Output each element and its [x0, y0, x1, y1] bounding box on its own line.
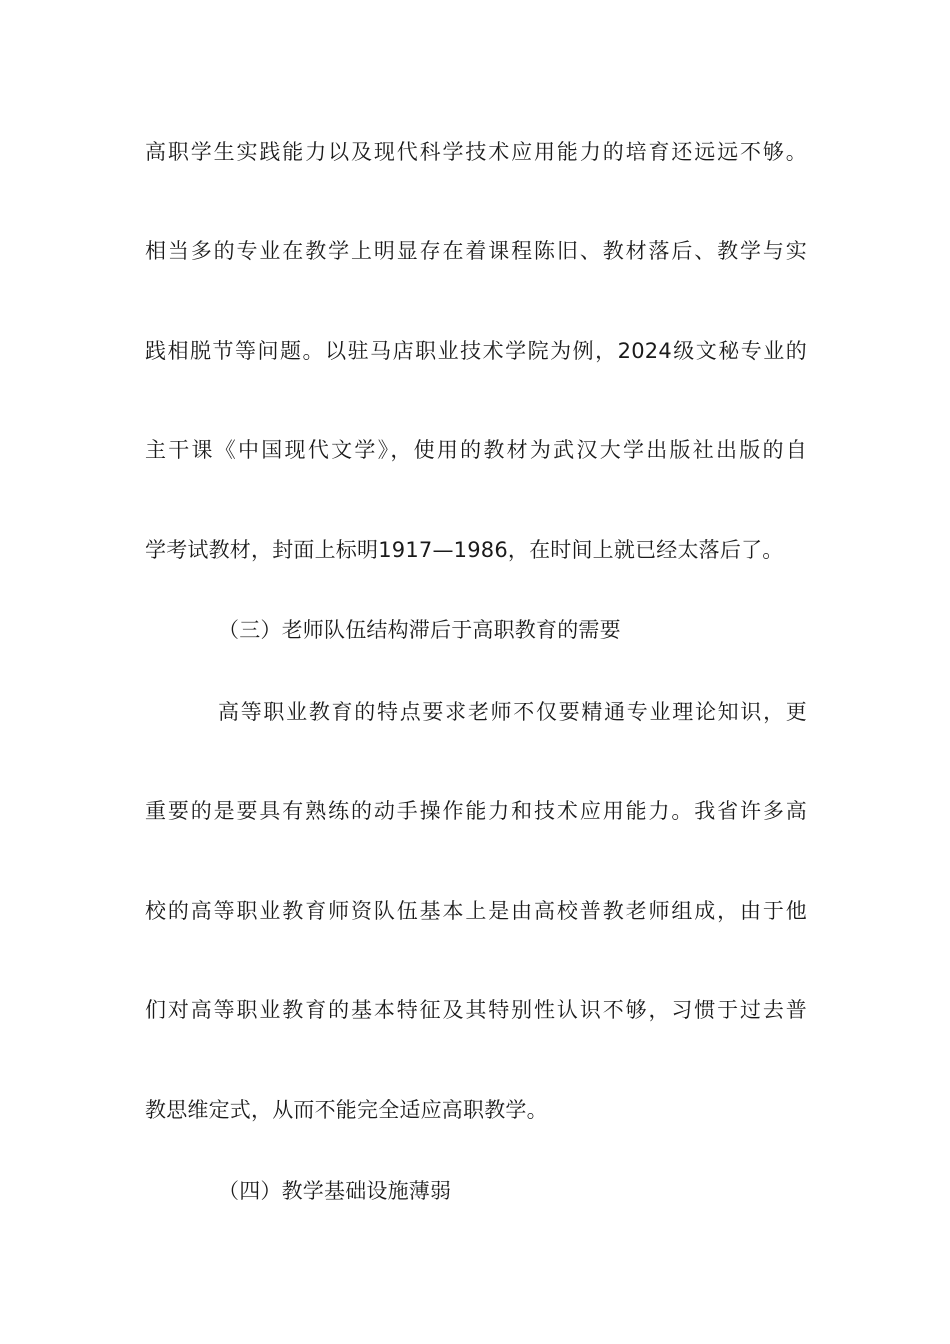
paragraph-line: 学考试教材，封面上标明1917—1986，在时间上就已经太落后了。 — [145, 538, 784, 562]
paragraph-line: 践相脱节等问题。以驻马店职业技术学院为例，2024级文秘专业的 — [145, 339, 807, 363]
section-heading-4: （四）教学基础设施薄弱 — [218, 1179, 452, 1203]
paragraph-line: 相当多的专业在教学上明显存在着课程陈旧、教材落后、教学与实 — [145, 239, 807, 263]
paragraph-line: 重要的是要具有熟练的动手操作能力和技术应用能力。我省许多高 — [145, 799, 807, 823]
paragraph-line: 高职学生实践能力以及现代科学技术应用能力的培育还远远不够。 — [145, 140, 807, 164]
section-heading-3: （三）老师队伍结构滞后于高职教育的需要 — [218, 618, 621, 642]
paragraph-line: 校的高等职业教育师资队伍基本上是由高校普教老师组成，由于他 — [145, 899, 807, 923]
paragraph-line: 高等职业教育的特点要求老师不仅要精通专业理论知识，更 — [218, 700, 807, 724]
paragraph-line: 教思维定式，从而不能完全适应高职教学。 — [145, 1098, 548, 1122]
paragraph-line: 主干课《中国现代文学》，使用的教材为武汉大学出版社出版的自 — [145, 438, 807, 462]
paragraph-line: 们对高等职业教育的基本特征及其特别性认识不够，习惯于过去普 — [145, 998, 807, 1022]
